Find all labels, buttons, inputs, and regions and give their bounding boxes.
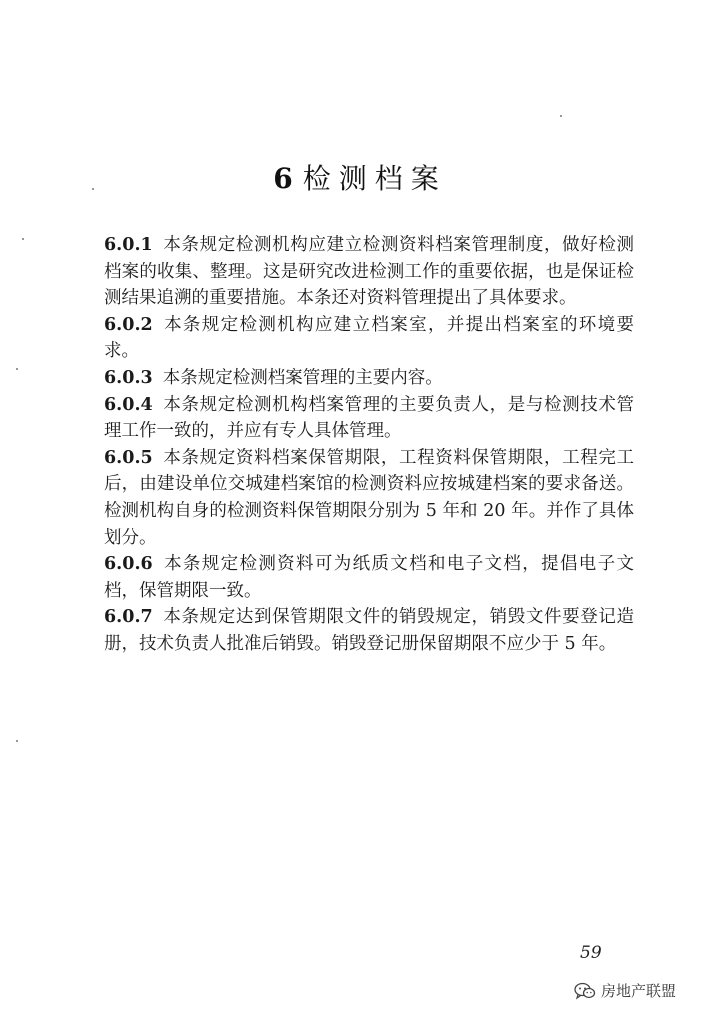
scan-speck (22, 238, 24, 240)
clause-6-0-5 (104, 445, 634, 551)
clause-text: 本条规定检测机构应建立档案室，并提出档案室的环境要求。 (104, 314, 634, 362)
clause-number: 6.0.4 (104, 394, 153, 415)
clause-text: 本条规定检测资料可为纸质文档和电子文档，提倡电子文档，保管期限一致。 (104, 554, 634, 601)
clause-text: 本条规定资料档案保管期限，工程资料保管期限，工程完工后，由建设单位交城建档案馆的检测资料应按城建档案的要求备送。检测机构自身的检测资料保管期限分别为 5 年和 20 年。并作了具体划分。 (104, 447, 634, 548)
watermark (574, 980, 676, 1001)
clause-6-0-1 (104, 232, 634, 312)
page-number: 59 (580, 943, 602, 963)
clause-6-0-2 (104, 312, 634, 365)
chapter-title (0, 157, 720, 197)
clause-6-0-6 (104, 551, 634, 604)
clause-number: 6.0.2 (104, 314, 153, 335)
clause-text: 本条规定检测档案管理的主要内容。 (162, 367, 443, 388)
clause-6-0-3 (104, 365, 634, 392)
clause-text: 本条规定检测机构应建立检测资料档案管理制度，做好检测档案的收集、整理。这是研究改进检测工作的重要依据，也是保证检测结果追溯的重要措施。本条还对资料管理提出了具体要求。 (104, 235, 634, 309)
clause-number: 6.0.3 (104, 367, 153, 388)
clause-6-0-4 (104, 392, 634, 445)
wechat-icon (574, 982, 596, 1000)
clause-number: 6.0.6 (104, 554, 153, 575)
clause-number: 6.0.7 (104, 607, 153, 628)
scan-speck (16, 368, 18, 370)
clause-number: 6.0.1 (104, 235, 153, 255)
chapter-title-text: 检测档案 (302, 162, 447, 195)
scan-speck (16, 740, 18, 742)
clause-text: 本条规定达到保管期限文件的销毁规定，销毁文件要登记造册，技术负责人批准后销毁。销毁登记册保留期限不应少于 5 年。 (104, 607, 634, 654)
clause-text: 本条规定检测机构档案管理的主要负责人，是与检测技术管理工作一致的，并应有专人具体管理。 (104, 394, 634, 442)
clause-6-0-7 (104, 604, 634, 657)
scan-speck (560, 115, 562, 117)
watermark-text: 房地产联盟 (601, 982, 677, 1000)
clause-list (104, 232, 634, 658)
clause-number: 6.0.5 (104, 447, 153, 468)
scan-speck (92, 188, 94, 190)
chapter-number: 6 (273, 162, 293, 195)
